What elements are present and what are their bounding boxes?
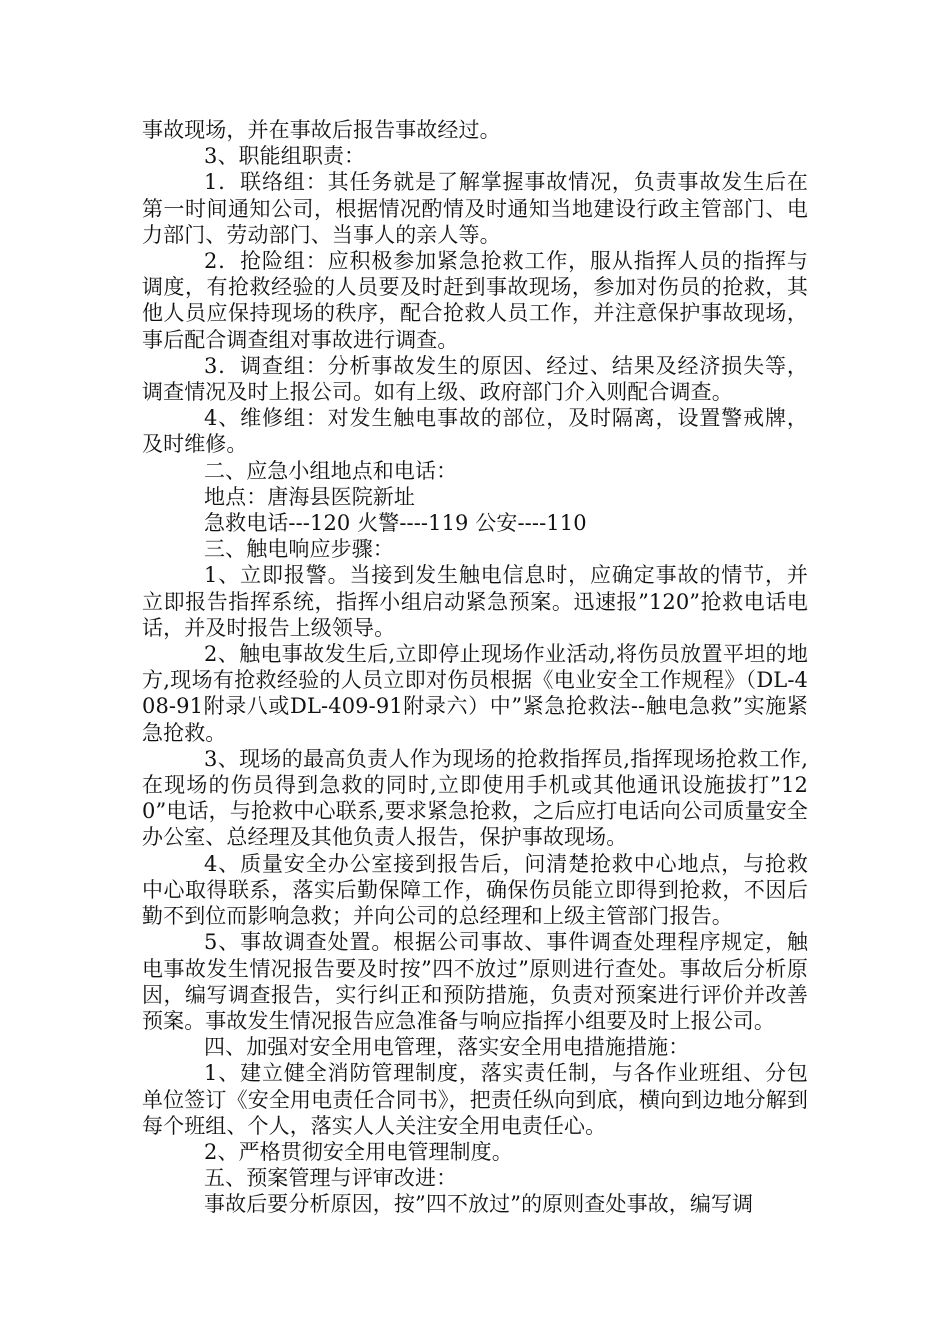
section-heading-location-phone: 二、应急小组地点和电话： [204,458,458,483]
paragraph-step-4: 4、质量安全办公室接到报告后，问清楚抢救中心地点，与抢救中心取得联系，落实后勤保障工作，确保伤员能立即得到抢救，不因后勤不到位而影响急救；并向公司的总经理和上级主管部门报告。 [142,851,808,929]
section-heading-safety-management: 四、加强对安全用电管理，落实安全用电措施措施： [204,1035,690,1060]
paragraph-safety-2: 2、严格贯彻安全用电管理制度。 [204,1139,513,1164]
paragraph-continuation: 事故现场，并在事故后报告事故经过。 [142,118,501,142]
paragraph-investigation-group: 3．调查组：分析事故发生的原因、经过、结果及经济损失等，调查情况及时上报公司。如有上级、政府部门介入则配合调查。 [142,353,808,405]
paragraph-emergency-phones: 急救电话---120 火警----119 公安----110 [204,511,587,536]
paragraph-step-5: 5、事故调查处置。根据公司事故、事件调查处理程序规定，触电事故发生情况报告要及时按”四不放过”原则进行查处。事故后分析原因，编写调查报告，实行纠正和预防措施，负责对预案进行评价并改善预案。事故发生情况报告应急准备与响应指挥小组要及时上报公司。 [142,930,808,1033]
paragraph-step-1: 1、立即报警。当接到发生触电信息时，应确定事故的情节，并立即报告指挥系统，指挥小组启动紧急预案。迅速报”120”抢救电话电话，并及时报告上级领导。 [142,563,808,640]
document-body [142,117,808,1218]
paragraph-maintenance-group: 4、维修组：对发生触电事故的部位，及时隔离，设置警戒牌，及时维修。 [142,406,808,457]
paragraph-plan-review: 事故后要分析原因，按”四不放过”的原则查处事故，编写调 [204,1192,754,1217]
section-heading-plan-review: 五、预案管理与评审改进： [204,1166,458,1191]
section-heading-duties: 3、职能组职责： [204,144,366,169]
paragraph-rescue-group: 2．抢险组：应积极参加紧急抢救工作，服从指挥人员的指挥与调度，有抢救经验的人员要及时赶到事故现场，参加对伤员的抢救，其他人员应保持现场的秩序，配合抢救人员工作，并注意保护事故现场，事后配合调查组对事故进行调查。 [142,249,808,352]
paragraph-liaison-group: 1．联络组：其任务就是了解掌握事故情况，负责事故发生后在第一时间通知公司，根据情况酌情及时通知当地建设行政主管部门、电力部门、劳动部门、当事人的亲人等。 [142,170,808,247]
paragraph-step-2: 2、触电事故发生后,立即停止现场作业活动,将伤员放置平坦的地方,现场有抢救经验的人员立即对伤员根据《电业安全工作规程》（DL-408-91附录八或DL-409-91附录六）中”紧急抢救法--触电急救”实施紧急抢救。 [142,642,808,745]
section-heading-response-steps: 三、触电响应步骤： [204,537,394,562]
paragraph-safety-1: 1、建立健全消防管理制度，落实责任制，与各作业班组、分包单位签订《安全用电责任合同书》，把责任纵向到底，横向到边地分解到每个班组、个人，落实人人关注安全用电责任心。 [142,1061,808,1138]
paragraph-location: 地点：唐海县医院新址 [204,484,415,509]
paragraph-step-3: 3、现场的最高负责人作为现场的抢救指挥员,指挥现场抢救工作,在现场的伤员得到急救的同时,立即使用手机或其他通讯设施拔打”120”电话，与抢救中心联系,要求紧急抢救，之后应打电话向公司质量安全办公室、总经理及其他负责人报告，保护事故现场。 [142,746,808,850]
